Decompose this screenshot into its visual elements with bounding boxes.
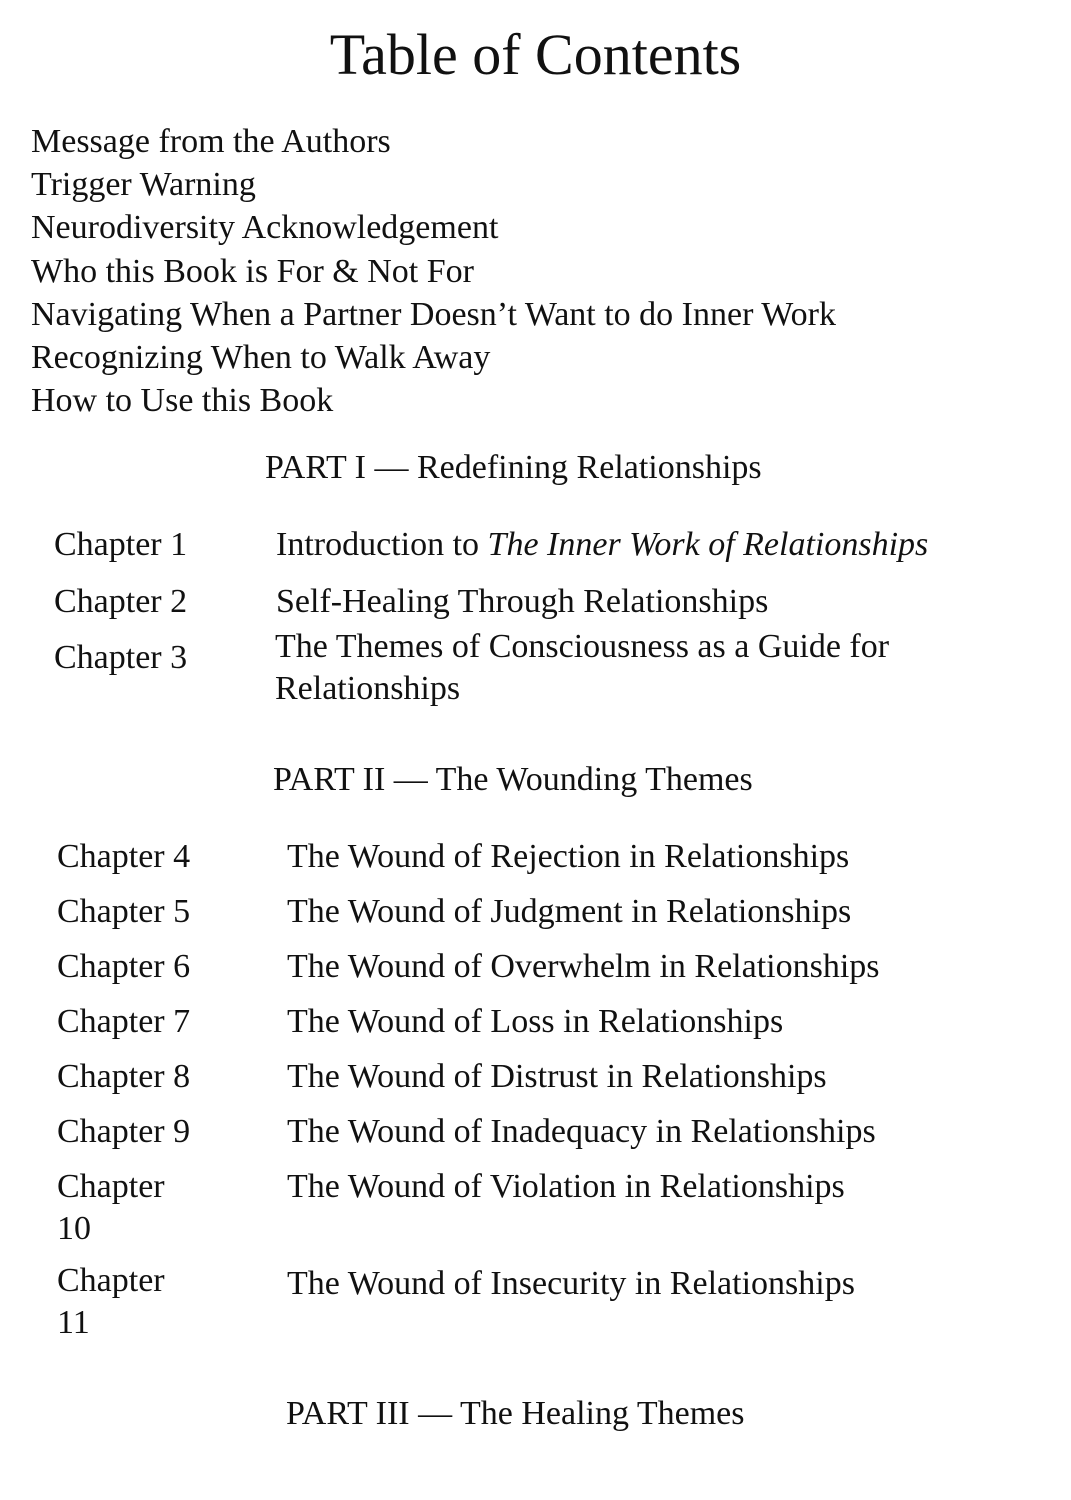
part-heading: PART I — Redefining Relationships [265, 449, 762, 486]
toc-entry[interactable] [0, 581, 1071, 623]
chapter-title: Self-Healing Through Relationships [276, 583, 769, 620]
part-heading: PART III — The Healing Themes [286, 1395, 745, 1432]
chapter-label: Chapter 6 [57, 948, 191, 985]
chapter-label: Chapter 8 [57, 1058, 191, 1095]
toc-entry[interactable] [0, 891, 1071, 933]
chapter-title: The Wound of Rejection in Relationships [287, 838, 850, 875]
front-matter-item[interactable]: How to Use this Book [31, 382, 334, 420]
chapter-label: Chapter 4 [57, 838, 191, 875]
chapter-title: The Wound of Loss in Relationships [287, 1003, 784, 1040]
toc-entry[interactable] [0, 1056, 1071, 1098]
front-matter-item[interactable]: Who this Book is For & Not For [31, 252, 474, 290]
toc-entry[interactable] [0, 524, 1071, 566]
front-matter-item[interactable]: Message from the Authors [31, 123, 391, 160]
toc-entry[interactable] [0, 836, 1071, 878]
front-matter-item[interactable]: Navigating When a Partner Doesn’t Want to do Inner Work [31, 295, 836, 333]
chapter-label: Chapter 10 [57, 1168, 165, 1247]
page-title: Table of Contents [329, 22, 742, 87]
chapter-label: Chapter 11 [57, 1262, 165, 1341]
chapter-label: Chapter 1 [54, 526, 188, 563]
part-heading: PART II — The Wounding Themes [273, 761, 753, 798]
chapter-label: Chapter 2 [54, 583, 188, 620]
chapter-title: The Wound of Inadequacy in Relationships [287, 1113, 876, 1150]
chapter-label: Chapter 9 [57, 1113, 191, 1150]
chapter-title: The Wound of Violation in Relationships [287, 1168, 845, 1205]
toc-entry[interactable] [0, 626, 1071, 712]
toc-entry[interactable] [0, 1260, 1071, 1344]
toc-entry[interactable] [0, 1166, 1071, 1250]
chapter-label: Chapter 7 [57, 1003, 191, 1040]
chapter-title: The Wound of Overwhelm in Relationships [287, 948, 880, 985]
front-matter-list [31, 120, 836, 422]
front-matter-item[interactable]: Neurodiversity Acknowledgement [31, 209, 499, 247]
chapter-title: The Themes of Consciousness as a Guide for Relationships [275, 628, 890, 707]
chapter-label: Chapter 5 [57, 893, 191, 930]
toc-entry[interactable] [0, 946, 1071, 988]
toc-entry[interactable] [0, 1111, 1071, 1153]
chapter-title: The Wound of Judgment in Relationships [287, 893, 852, 930]
chapter-title: Introduction to The Inner Work of Relationships [276, 526, 929, 563]
chapter-title: The Wound of Distrust in Relationships [287, 1058, 827, 1095]
chapter-label: Chapter 3 [54, 639, 188, 676]
toc-entry[interactable] [0, 1001, 1071, 1043]
front-matter-item[interactable]: Recognizing When to Walk Away [31, 338, 491, 376]
front-matter-item[interactable]: Trigger Warning [31, 166, 256, 204]
chapter-title: The Wound of Insecurity in Relationships [287, 1265, 855, 1302]
